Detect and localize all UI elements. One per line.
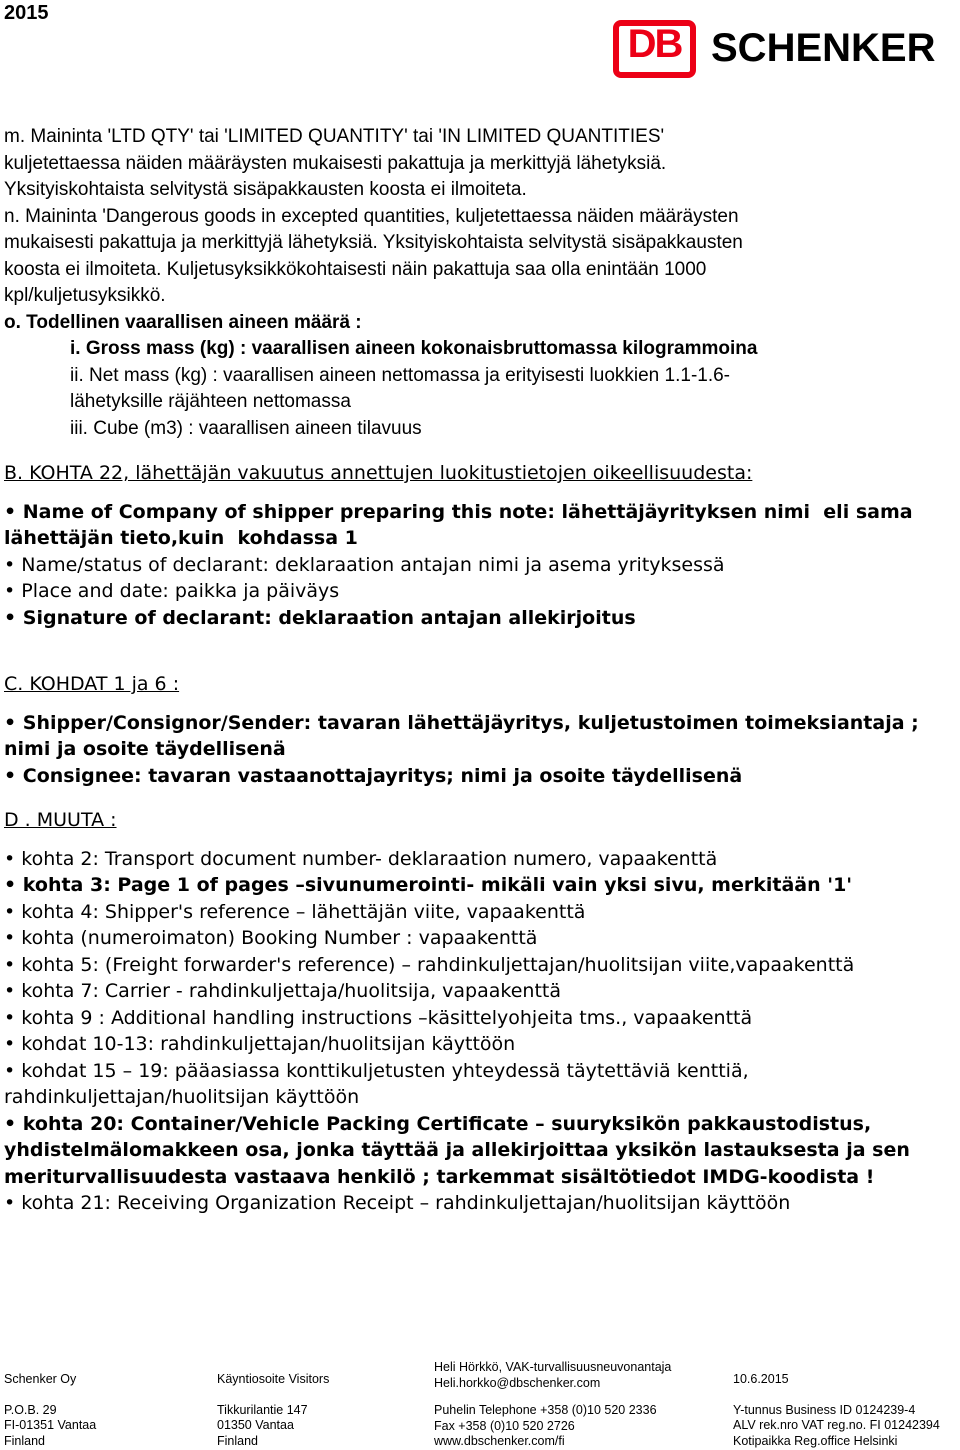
- footer-registration-column: [733, 1372, 940, 1449]
- list-item: • Consignee: tavaran vastaanottajayritys; nimi ja osoite täydellisenä: [4, 763, 954, 790]
- item-n-line: kpl/kuljetusyksikkö.: [4, 285, 166, 306]
- section-d: [4, 807, 954, 1217]
- footer-text: ALV rek.nro VAT reg.no. FI 01242394: [733, 1418, 940, 1432]
- footer-text: Finland: [4, 1433, 45, 1448]
- list-item: • kohta 9 : Additional handling instructions –käsittelyohjeita tms., vapaakenttä: [4, 1005, 954, 1032]
- item-o-i: i. Gross mass (kg) : vaarallisen aineen kokonaisbruttomassa kilogrammoina: [70, 338, 758, 359]
- footer-email: Heli.horkko@dbschenker.com: [434, 1375, 601, 1390]
- list-item: yhdistelmälomakkeen osa, jonka täyttää ja allekirjoittaa yksikön lastauksesta ja sen: [4, 1139, 910, 1161]
- list-item: • Signature of declarant: deklaraation antajan allekirjoitus: [4, 605, 954, 632]
- footer-fax: Fax +358 (0)10 520 2726: [434, 1418, 575, 1433]
- list-item: • kohta 20: Container/Vehicle Packing Certificate – suuryksikön pakkaustodistus,: [4, 1111, 954, 1138]
- footer-phone: Puhelin Telephone +358 (0)10 520 2336: [434, 1403, 657, 1417]
- list-item: • kohta 3: Page 1 of pages –sivunumerointi- mikäli vain yksi sivu, merkitään '1': [4, 872, 954, 899]
- list-item: • kohdat 15 – 19: pääasiassa konttikuljetusten yhteydessä täytettäviä kenttiä,: [4, 1058, 954, 1085]
- item-n-line: koosta ei ilmoiteta. Kuljetusyksikkökohtaisesti näin pakattuja saa olla enintään 1000: [4, 258, 707, 280]
- section-c: [4, 671, 954, 789]
- list-item: • Place and date: paikka ja päiväys: [4, 578, 954, 605]
- list-item: lähettäjän tieto,kuin kohdassa 1: [4, 527, 358, 549]
- list-item: • kohta 4: Shipper's reference – lähettäjän viite, vapaakenttä: [4, 899, 954, 926]
- footer-text: 01350 Vantaa: [217, 1418, 294, 1432]
- list-item: • kohta 7: Carrier - rahdinkuljettaja/huolitsija, vapaakenttä: [4, 978, 954, 1005]
- list-item: rahdinkuljettajan/huolitsijan käyttöön: [4, 1086, 360, 1108]
- list-item: • kohta 2: Transport document number- deklaraation numero, vapaakenttä: [4, 846, 954, 873]
- list-item: • kohdat 10-13: rahdinkuljettajan/huolitsijan käyttöön: [4, 1031, 954, 1058]
- list-item: • Shipper/Consignor/Sender: tavaran lähettäjäyritys, kuljetustoimen toimeksiantaja ;: [4, 710, 954, 737]
- section-b: [4, 460, 954, 631]
- item-o-ii: lähetyksille räjähteen nettomassa: [70, 391, 351, 412]
- footer-text: P.O.B. 29: [4, 1402, 57, 1417]
- document-body: [4, 124, 954, 1217]
- footer-text: Y-tunnus Business ID 0124239-4: [733, 1402, 916, 1417]
- db-schenker-logo: [613, 20, 953, 80]
- footer-text: Schenker Oy: [4, 1372, 77, 1386]
- year-label: 2015: [4, 2, 49, 24]
- section-a: [4, 124, 954, 442]
- item-o-iii: iii. Cube (m3) : vaarallisen aineen tilavuus: [70, 417, 422, 439]
- list-item: • kohta 21: Receiving Organization Receipt – rahdinkuljettajan/huolitsijan käyttöön: [4, 1190, 954, 1217]
- footer-text: Tikkurilantie 147: [217, 1402, 308, 1417]
- footer-company-column: [4, 1372, 96, 1449]
- item-m-line: Yksityiskohtaista selvitystä sisäpakkausten koosta ei ilmoiteta.: [4, 179, 527, 200]
- footer-text: Finland: [217, 1433, 258, 1448]
- section-c-heading: C. KOHDAT 1 ja 6 :: [4, 673, 180, 695]
- footer-date: 10.6.2015: [733, 1372, 789, 1386]
- item-m-line: kuljetettaessa näiden määräysten mukaisesti pakattuja ja merkittyjä lähetyksiä.: [4, 152, 667, 174]
- footer-text: FI-01351 Vantaa: [4, 1418, 97, 1432]
- list-item: • kohta (numeroimaton) Booking Number : vapaakenttä: [4, 925, 954, 952]
- item-n-line: n. Maininta 'Dangerous goods in excepted quantities, kuljetettaessa näiden määräysten: [4, 205, 739, 227]
- list-item: • kohta 5: (Freight forwarder's reference) – rahdinkuljettajan/huolitsijan viite,vapaakenttä: [4, 952, 954, 979]
- db-logo-text: DB: [627, 22, 682, 66]
- item-o-ii: ii. Net mass (kg) : vaarallisen aineen nettomassa ja erityisesti luokkien 1.1-1.6-: [70, 364, 731, 386]
- item-m-line: m. Maininta 'LTD QTY' tai 'LIMITED QUANTITY' tai 'IN LIMITED QUANTITIES': [4, 126, 665, 147]
- footer-contact-column: [434, 1360, 671, 1450]
- list-item: nimi ja osoite täydellisenä: [4, 738, 286, 760]
- footer-text: Käyntiosoite Visitors: [217, 1372, 330, 1386]
- footer-visit-column: [217, 1372, 329, 1449]
- list-item: • Name/status of declarant: deklaraation antajan nimi ja asema yrityksessä: [4, 552, 954, 579]
- item-n-line: mukaisesti pakattuja ja merkittyjä lähetyksiä. Yksityiskohtaista selvitystä sisäpakkausten: [4, 232, 743, 253]
- item-o-heading: o. Todellinen vaarallisen aineen määrä :: [4, 311, 362, 333]
- footer-website: www.dbschenker.com/fi: [434, 1434, 565, 1448]
- section-d-heading: D . MUUTA :: [4, 809, 117, 831]
- footer-text: Kotipaikka Reg.office Helsinki: [733, 1433, 898, 1448]
- section-b-heading: B. KOHTA 22, lähettäjän vakuutus annettujen luokitustietojen oikeellisuudesta:: [4, 462, 753, 484]
- list-item: meriturvallisuudesta vastaava henkilö ; tarkemmat sisältötiedot IMDG-koodista !: [4, 1165, 875, 1188]
- footer-contact-name: Heli Hörkkö, VAK-turvallisuusneuvonantaja: [434, 1360, 672, 1374]
- schenker-logo-text: SCHENKER: [711, 26, 936, 70]
- list-item: • Name of Company of shipper preparing this note: lähettäjäyrityksen nimi eli sama: [4, 499, 954, 526]
